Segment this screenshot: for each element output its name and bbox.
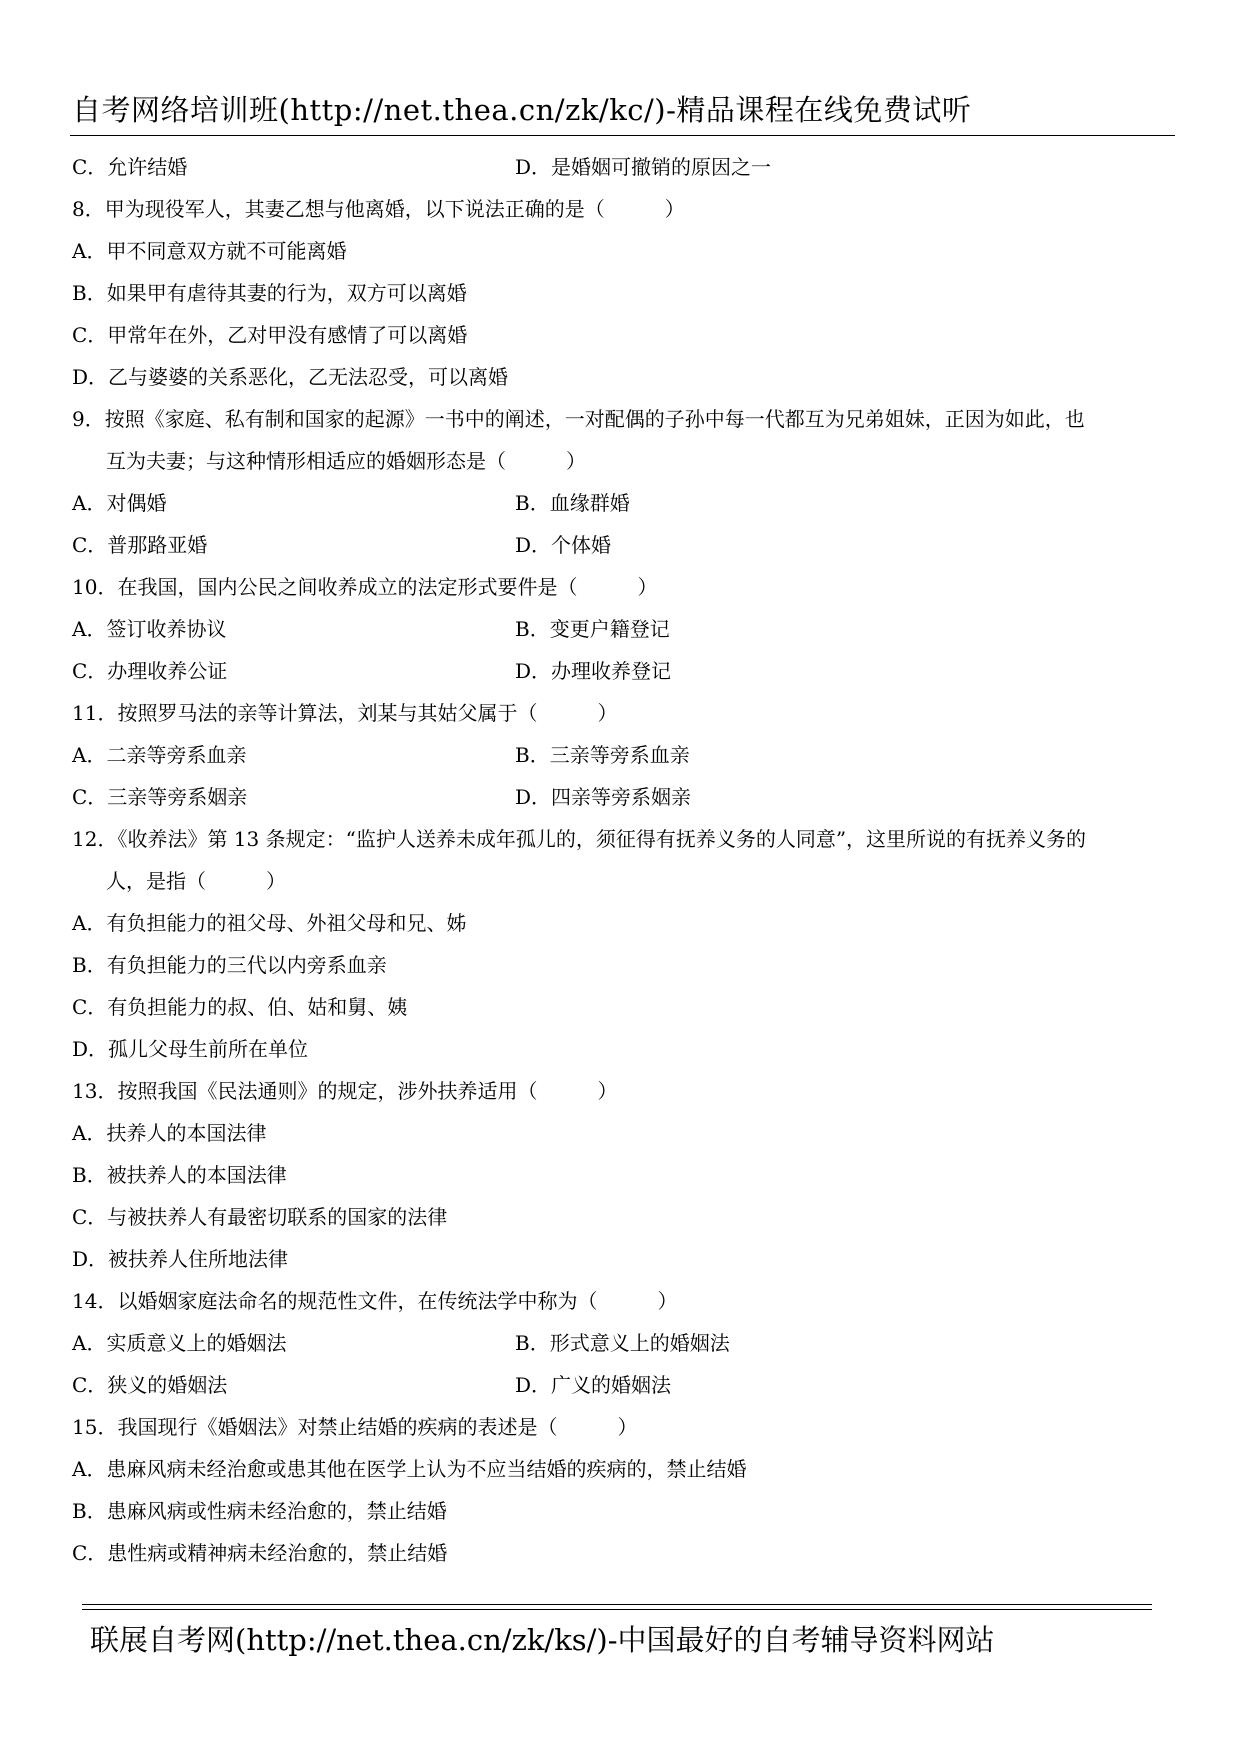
question-line-continuation <box>72 860 1177 902</box>
question-line <box>72 1364 1177 1406</box>
line-text: A．扶养人的本国法律 <box>72 1121 267 1145</box>
question-line <box>72 188 1177 230</box>
line-text: 8．甲为现役军人，其妻乙想与他离婚，以下说法正确的是（ ） <box>72 197 685 221</box>
question-line <box>72 482 1177 524</box>
option-right-column: D．是婚姻可撤销的原因之一 <box>515 155 772 179</box>
question-line <box>72 608 1177 650</box>
line-text: C．有负担能力的叔、伯、姑和舅、姨 <box>72 995 408 1019</box>
question-line <box>72 1112 1177 1154</box>
question-line <box>72 1154 1177 1196</box>
line-text: A．有负担能力的祖父母、外祖父母和兄、姊 <box>72 911 467 935</box>
footer-double-rule <box>82 1604 1152 1610</box>
option-right-column: B．形式意义上的婚姻法 <box>515 1331 730 1355</box>
line-text: A．实质意义上的婚姻法 <box>72 1331 287 1355</box>
question-line <box>72 1322 1177 1364</box>
line-text: C．普那路亚婚 <box>72 533 208 557</box>
line-text: A．对偶婚 <box>72 491 167 515</box>
option-right-column: D．办理收养登记 <box>515 659 672 683</box>
option-right-column: D．个体婚 <box>515 533 612 557</box>
question-line <box>72 398 1177 440</box>
question-line <box>72 1196 1177 1238</box>
line-text: 11．按照罗马法的亲等计算法，刘某与其姑父属于（ ） <box>72 701 618 725</box>
question-line <box>72 1028 1177 1070</box>
question-line <box>72 902 1177 944</box>
question-line-continuation <box>72 440 1177 482</box>
question-line <box>72 524 1177 566</box>
line-text: B．被扶养人的本国法律 <box>72 1163 287 1187</box>
page-header: 自考网络培训班(http://net.thea.cn/zk/kc/)-精品课程在线免费试听 <box>72 93 972 127</box>
line-text: D．被扶养人住所地法律 <box>72 1247 289 1271</box>
question-line <box>72 986 1177 1028</box>
line-text: A．签订收养协议 <box>72 617 227 641</box>
question-line <box>72 776 1177 818</box>
option-right-column: D．四亲等旁系姻亲 <box>515 785 692 809</box>
question-line <box>72 230 1177 272</box>
question-line <box>72 356 1177 398</box>
question-line <box>72 1238 1177 1280</box>
option-right-column: B．血缘群婚 <box>515 491 630 515</box>
question-line <box>72 1406 1177 1448</box>
question-line <box>72 692 1177 734</box>
line-text: D．孤儿父母生前所在单位 <box>72 1037 309 1061</box>
question-line <box>72 272 1177 314</box>
line-text: C．允许结婚 <box>72 155 188 179</box>
line-text: D．乙与婆婆的关系恶化，乙无法忍受，可以离婚 <box>72 365 509 389</box>
question-line <box>72 314 1177 356</box>
option-right-column: D．广义的婚姻法 <box>515 1373 672 1397</box>
line-text: C．患性病或精神病未经治愈的，禁止结婚 <box>72 1541 448 1565</box>
line-text: B．有负担能力的三代以内旁系血亲 <box>72 953 387 977</box>
line-text: B．患麻风病或性病未经治愈的，禁止结婚 <box>72 1499 447 1523</box>
line-text: 9．按照《家庭、私有制和国家的起源》一书中的阐述，一对配偶的子孙中每一代都互为兄弟姐妹，正因为如此，也 <box>72 407 1085 431</box>
line-text: 互为夫妻；与这种情形相适应的婚姻形态是（ ） <box>106 449 586 473</box>
option-right-column: B．变更户籍登记 <box>515 617 670 641</box>
exam-content <box>72 146 1177 1574</box>
question-line <box>72 1532 1177 1574</box>
line-text: 13．按照我国《民法通则》的规定，涉外扶养适用（ ） <box>72 1079 618 1103</box>
question-line <box>72 566 1177 608</box>
line-text: C．办理收养公证 <box>72 659 228 683</box>
line-text: A．二亲等旁系血亲 <box>72 743 247 767</box>
option-right-column: B．三亲等旁系血亲 <box>515 743 690 767</box>
line-text: C．甲常年在外，乙对甲没有感情了可以离婚 <box>72 323 468 347</box>
line-text: C．狭义的婚姻法 <box>72 1373 228 1397</box>
line-text: 15．我国现行《婚姻法》对禁止结婚的疾病的表述是（ ） <box>72 1415 638 1439</box>
line-text: 14．以婚姻家庭法命名的规范性文件，在传统法学中称为（ ） <box>72 1289 678 1313</box>
line-text: A．甲不同意双方就不可能离婚 <box>72 239 347 263</box>
question-line <box>72 734 1177 776</box>
line-text: B．如果甲有虐待其妻的行为，双方可以离婚 <box>72 281 467 305</box>
question-line <box>72 1448 1177 1490</box>
line-text: C．三亲等旁系姻亲 <box>72 785 248 809</box>
question-line <box>72 650 1177 692</box>
line-text: 12．《收养法》第 13 条规定：“监护人送养未成年孤儿的，须征得有抚养义务的人同意”，这里所说的有抚养义务的 <box>72 827 1087 851</box>
question-line <box>72 1280 1177 1322</box>
page-footer: 联展自考网(http://net.thea.cn/zk/ks/)-中国最好的自考辅导资料网站 <box>90 1623 995 1657</box>
line-text: 人，是指（ ） <box>106 869 286 893</box>
line-text: C．与被扶养人有最密切联系的国家的法律 <box>72 1205 448 1229</box>
line-text: A．患麻风病未经治愈或患其他在医学上认为不应当结婚的疾病的，禁止结婚 <box>72 1457 747 1481</box>
question-line <box>72 146 1177 188</box>
line-text: 10．在我国，国内公民之间收养成立的法定形式要件是（ ） <box>72 575 658 599</box>
question-line <box>72 818 1177 860</box>
question-line <box>72 1490 1177 1532</box>
question-line <box>72 944 1177 986</box>
header-rule <box>70 135 1175 136</box>
question-line <box>72 1070 1177 1112</box>
